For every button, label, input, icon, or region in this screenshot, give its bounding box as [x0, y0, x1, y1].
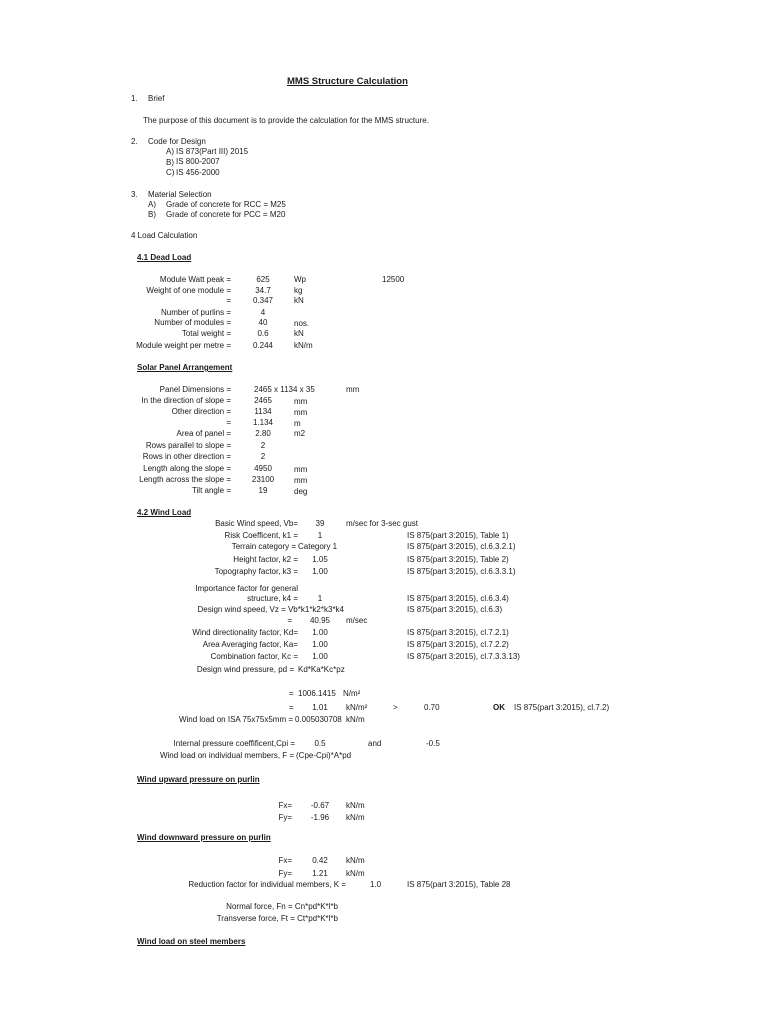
dead-load-value: 4	[260, 308, 266, 317]
section-3-number: 3.	[131, 190, 138, 199]
force-value: 0.42	[312, 856, 328, 865]
solar-panel-label: In the direction of slope =	[141, 396, 231, 405]
section-1-number: 1.	[131, 94, 138, 103]
solar-panel-value: 2	[260, 441, 266, 450]
panel-dimensions-value: 2465 x 1134 x 35	[254, 385, 315, 394]
solar-panel-label: =	[226, 418, 231, 427]
wind-label: structure, k4 =	[247, 594, 298, 603]
solar-panel-unit: m2	[294, 429, 306, 438]
solar-panel-value: 2465	[254, 396, 272, 405]
force-label: Fy=	[278, 813, 292, 822]
dead-load-heading: 4.1 Dead Load	[137, 253, 192, 262]
dead-load-label: Total weight =	[181, 329, 231, 338]
wind-value: 1.00	[312, 628, 328, 637]
code-item-marker: A)	[166, 147, 174, 156]
dead-load-label: Module weight per metre =	[136, 341, 231, 350]
solar-panel-label: Tilt angle =	[191, 486, 231, 495]
wind-label: Combination factor, Kc =	[210, 652, 298, 661]
dead-load-label: Weight of one module =	[146, 286, 231, 295]
force-label: Fx=	[278, 801, 292, 810]
wind-reference: IS 875(part 3:2015), cl.6.3)	[407, 605, 503, 614]
normal-force-formula: Normal force, Fn = Cn*pd*K*l*b	[226, 902, 338, 911]
wind-reference: IS 875(part 3:2015), cl.6.3.3.1)	[407, 567, 516, 576]
code-item: IS 456-2000	[176, 168, 220, 177]
wind-steel-heading: Wind load on steel members	[137, 937, 246, 946]
wind-value: 39	[315, 519, 325, 528]
panel-dimensions-unit: mm	[346, 385, 360, 394]
dead-load-extra-value: 12500	[382, 275, 405, 284]
dead-load-label: =	[226, 296, 231, 305]
code-item: IS 873(Part III) 2015	[176, 147, 249, 156]
section-2-number: 2.	[131, 137, 138, 146]
wind-label: Importance factor for general	[195, 584, 298, 593]
solar-panel-unit: m	[294, 419, 301, 428]
solar-panel-unit: mm	[294, 408, 308, 417]
code-item: IS 800-2007	[176, 157, 220, 166]
solar-panel-label: Length across the slope =	[139, 475, 231, 484]
code-item-marker: B)	[166, 158, 174, 167]
wind-label: Wind load on ISA 75x75x5mm =	[178, 715, 293, 724]
wind-label: Design wind pressure, pd =	[196, 665, 294, 674]
wind-value: 1.05	[312, 555, 328, 564]
dead-load-unit: Wp	[294, 275, 306, 284]
wind-value: Category 1	[298, 542, 338, 551]
wind-load-heading: 4.2 Wind Load	[137, 508, 192, 517]
force-unit: kN/m	[346, 801, 365, 810]
material-item-marker: B)	[148, 210, 156, 219]
wind-reference: IS 875(part 3:2015), cl.7.2.2)	[407, 640, 509, 649]
reduction-factor-value: 1.0	[370, 880, 382, 889]
wind-value: 1	[317, 531, 323, 540]
force-value: 1.21	[312, 869, 328, 878]
solar-panel-value: 4950	[254, 464, 272, 473]
solar-panel-value: 2.80	[255, 429, 271, 438]
force-value: -0.67	[310, 801, 330, 810]
wind-value: 0.005030708	[295, 715, 342, 724]
wind-value-2: -0.5	[426, 739, 440, 748]
wind-value: 0.5	[314, 739, 326, 748]
section-2-heading: Code for Design	[148, 137, 206, 146]
force-unit: kN/m	[346, 813, 365, 822]
solar-panel-label: Rows in other direction =	[142, 452, 231, 461]
solar-panel-value: 19	[258, 486, 268, 495]
material-item: Grade of concrete for PCC = M20	[166, 210, 286, 219]
wind-unit: kN/m	[346, 715, 365, 724]
pressure-unit: kN/m²	[346, 703, 368, 712]
wind-value: 1.00	[312, 567, 328, 576]
solar-panel-label: Area of panel =	[176, 429, 231, 438]
wind-formula: Kd*Ka*Kc*pz	[298, 665, 345, 674]
page-title: MMS Structure Calculation	[287, 76, 408, 87]
solar-panel-unit: mm	[294, 397, 308, 406]
pressure-value: 1.01	[312, 703, 328, 712]
dead-load-value: 40	[258, 318, 268, 327]
dead-load-unit: kg	[294, 286, 303, 295]
wind-label: Topography factor, k3 =	[214, 567, 298, 576]
greater-than-sign: >	[393, 703, 398, 712]
pressure-unit: N/m²	[343, 689, 361, 698]
wind-unit: m/sec	[346, 616, 368, 625]
wind-label: Height factor, k2 =	[233, 555, 298, 564]
dead-load-value: 0.6	[257, 329, 269, 338]
material-item: Grade of concrete for RCC = M25	[166, 200, 286, 209]
solar-panel-value: 23100	[251, 475, 275, 484]
dead-load-unit: nos.	[294, 319, 310, 328]
wind-reference: IS 875(part 3:2015), Table 2)	[407, 555, 509, 564]
force-unit: kN/m	[346, 869, 365, 878]
dead-load-label: Number of modules =	[154, 318, 231, 327]
solar-panel-label: Other direction =	[171, 407, 231, 416]
wind-upward-heading: Wind upward pressure on purlin	[137, 775, 260, 784]
reduction-factor-label: Reduction factor for individual members, K =	[188, 880, 346, 889]
ok-status: OK	[493, 703, 505, 712]
wind-label: Design wind speed, Vz = Vb*k1*k2*k3*k4	[197, 605, 344, 614]
dead-load-value: 0.347	[252, 296, 274, 305]
pressure-equals: =	[289, 703, 294, 712]
wind-label: Wind load on individual members, F =	[159, 751, 294, 760]
section-4-heading: 4 Load Calculation	[131, 231, 198, 240]
section-3-heading: Material Selection	[148, 190, 212, 199]
transverse-force-formula: Transverse force, Ft = Ct*pd*K*l*b	[216, 914, 338, 923]
wind-label: Internal pressure coeffificent,Cpi =	[173, 739, 295, 748]
wind-label: Basic Wind speed, Vb=	[215, 519, 298, 528]
dead-load-value: 0.244	[252, 341, 274, 350]
solar-panel-unit: mm	[294, 465, 308, 474]
wind-reference: IS 875(part 3:2015), cl.6.3.4)	[407, 594, 509, 603]
pressure-compare-value: 0.70	[424, 703, 440, 712]
pressure-value: 1006.1415	[298, 689, 336, 698]
wind-value: 1.00	[312, 640, 328, 649]
wind-value: 40.95	[309, 616, 331, 625]
force-label: Fx=	[278, 856, 292, 865]
wind-unit: m/sec for 3-sec gust	[346, 519, 419, 528]
code-item-marker: C)	[166, 168, 175, 177]
wind-reference: IS 875(part 3:2015), Table 1)	[407, 531, 509, 540]
wind-reference: IS 875(part 3:2015), Table 28	[407, 880, 511, 889]
wind-label: Area Averaging factor, Ka=	[202, 640, 298, 649]
pressure-equals: =	[289, 689, 294, 698]
wind-label: Risk Coefficent, k1 =	[224, 531, 298, 540]
solar-panel-label: Rows parallel to slope =	[145, 441, 231, 450]
solar-panel-label: Panel Dimensions =	[159, 385, 231, 394]
wind-reference: IS 875(part 3:2015), cl.7.2)	[514, 703, 610, 712]
wind-reference: IS 875(part 3:2015), cl.7.2.1)	[407, 628, 509, 637]
solar-panel-value: 1134	[254, 407, 272, 416]
solar-panel-heading: Solar Panel Arrangement	[137, 363, 233, 372]
solar-panel-unit: deg	[294, 487, 308, 496]
section-1-text: The purpose of this document is to provide the calculation for the MMS structure.	[143, 116, 429, 125]
dead-load-unit: kN/m	[294, 341, 313, 350]
wind-reference: IS 875(part 3:2015), cl.7.3.3.13)	[407, 652, 520, 661]
solar-panel-value: 1.134	[252, 418, 274, 427]
dead-load-unit: kN	[294, 296, 304, 305]
force-label: Fy=	[278, 869, 292, 878]
and-text: and	[368, 739, 382, 748]
wind-downward-heading: Wind downward pressure on purlin	[137, 833, 271, 842]
solar-panel-value: 2	[260, 452, 266, 461]
wind-formula: (Cpe-Cpi)*A*pd	[296, 751, 352, 760]
dead-load-value: 34.7	[255, 286, 271, 295]
wind-value: 1	[317, 594, 323, 603]
solar-panel-label: Length along the slope =	[143, 464, 231, 473]
wind-value: 1.00	[312, 652, 328, 661]
dead-load-value: 625	[256, 275, 270, 284]
dead-load-label: Module Watt peak =	[159, 275, 231, 284]
force-value: -1.96	[310, 813, 330, 822]
dead-load-label: Number of purlins =	[160, 308, 231, 317]
force-unit: kN/m	[346, 856, 365, 865]
material-item-marker: A)	[148, 200, 156, 209]
wind-label: Terrain category =	[231, 542, 296, 551]
solar-panel-unit: mm	[294, 476, 308, 485]
wind-label: Wind directionality factor, Kd=	[192, 628, 298, 637]
dead-load-unit: kN	[294, 329, 304, 338]
section-1-heading: Brief	[148, 94, 165, 103]
wind-label: =	[287, 616, 292, 625]
wind-reference: IS 875(part 3:2015), cl.6.3.2.1)	[407, 542, 516, 551]
